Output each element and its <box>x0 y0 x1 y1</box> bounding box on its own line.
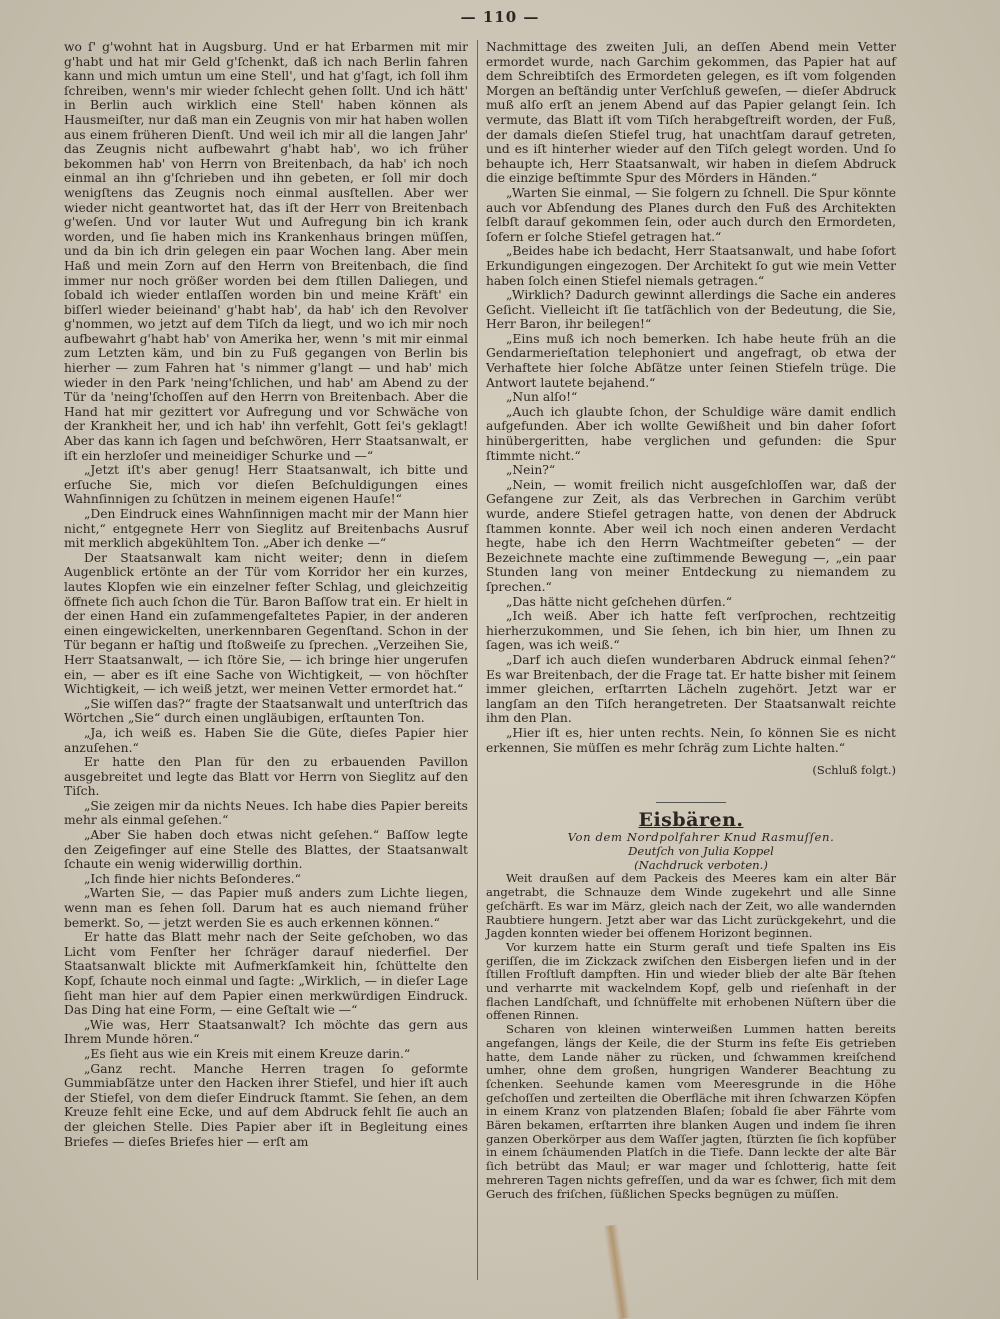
right-paragraph: „Eins muß ich noch bemerken. Ich habe heute früh an die Gendarmerieſtation telephoniert und angefragt, ob etwa der Verhaftete hier ſolche Abſätze unter ſeinen Stiefeln trüge. Die Antwort lautete bejahend.“ <box>486 331 896 390</box>
paper-stain <box>604 1224 631 1319</box>
left-paragraph: „Wie was, Herr Staatsanwalt? Ich möchte das gern aus Ihrem Munde hören.“ <box>64 1017 468 1047</box>
continuation-note: (Schluß folgt.) <box>812 763 896 778</box>
left-paragraph: Er hatte den Plan für den zu erbauenden Pavillon ausgebreitet und legte das Blatt vor Herrn von Sieglitz auf den Tiſch. <box>64 755 468 799</box>
left-paragraph: „Sie zeigen mir da nichts Neues. Ich habe dies Papier bereits mehr als einmal geſehen.“ <box>64 798 468 828</box>
left-paragraph: „Ja, ich weiß es. Haben Sie die Güte, dieſes Papier hier anzuſehen.“ <box>64 725 468 755</box>
right-paragraph: „Ich weiß. Aber ich hatte feſt verſprochen, rechtzeitig hierherzukommen, und Sie ſehen, ich bin hier, um Ihnen zu ſagen, was ich weiß.“ <box>486 609 896 653</box>
article-title: Eisbären. <box>638 808 744 831</box>
column-divider <box>477 40 478 1280</box>
right-paragraph: „Beides habe ich bedacht, Herr Staatsanwalt, und habe ſofort Erkundigungen eingezogen. Der Architekt ſo gut wie mein Vetter haben ſolch einen Stiefel niemals getragen.“ <box>486 244 896 288</box>
left-paragraph: „Jetzt iſt's aber genug! Herr Staatsanwalt, ich bitte und erſuche Sie, mich vor dieſen Beſchuldigungen eines Wahnſinnigen zu ſchützen in meinem eigenen Hauſe!“ <box>64 463 468 507</box>
right-column <box>486 40 896 1201</box>
right-paragraph: „Nun alſo!“ <box>506 390 578 405</box>
article-paragraph: Weit draußen auf dem Packeis des Meeres kam ein alter Bär angetrabt, die Schnauze dem Winde zugekehrt und alle Sinne geſchärft. Es war im März, gleich nach der Zeit, wo alle wandernden Raubtiere hungern. Jetzt aber war das Licht zurückgekehrt, und die Jagden konnten wieder bei offenem Horizont beginnen. <box>486 871 896 941</box>
left-paragraph: Er hatte das Blatt mehr nach der Seite geſchoben, wo das Licht vom Fenſter her ſchräger darauf niederfiel. Der Staatsanwalt blickte mit Aufmerkſamkeit hin, ſchüttelte den Kopf, ſchaute noch einmal und ſagte: „Wirklich, — in dieſer Lage ſieht man hier auf dem Papier einen merkwürdigen Eindruck. Das Ding hat eine Form, — eine Geſtalt wie —“ <box>64 930 468 1018</box>
article-paragraph: Vor kurzem hatte ein Sturm geraſt und tiefe Spalten ins Eis geriſſen, die im Zickzack zwiſchen den Eisbergen liefen und in der ſtillen Froſtluft dampften. Hin und wieder blieb der alte Bär ſtehen und verharrte mit wackelndem Kopf, gelb und rieſenhaft in der flachen Landſchaft, und ſchnüffelte mit erhobenen Nüſtern über die offenen Rinnen. <box>486 939 896 1023</box>
left-column <box>64 40 468 1149</box>
right-paragraph: „Das hätte nicht geſchehen dürfen.“ <box>506 594 733 609</box>
article-byline: Von dem Nordpolfahrer Knud Rasmuſſen. <box>567 830 835 845</box>
right-paragraph: „Nein?“ <box>506 463 556 478</box>
left-paragraph: „Den Eindruck eines Wahnſinnigen macht mir der Mann hier nicht,“ entgegnete Herr von Sieglitz auf Breitenbachs Ausruf mit merklich abgekühltem Ton. „Aber ich denke —“ <box>64 507 468 551</box>
left-paragraph: „Warten Sie, — das Papier muß anders zum Lichte liegen, wenn man es ſehen ſoll. Darum hat es auch niemand früher bemerkt. So, — jetzt werden Sie es auch erkennen können.“ <box>64 886 468 930</box>
left-paragraph: Der Staatsanwalt kam nicht weiter; denn in dieſem Augenblick ertönte an der Tür vom Korridor her ein kurzes, lautes Klopfen wie ein einzelner feſter Schlag, und gleichzeitig öffnete ſich auch ſchon die Tür. Baron Baſſow trat ein. Er hielt in der einen Hand ein zuſammengefaltetes Papier, in der anderen einen eingewickelten, unerkennbaren Gegenſtand. Schon in der Tür begann er haſtig und ſtoßweiſe zu ſprechen. „Verzeihen Sie, Herr Staatsanwalt, — ich ſtöre Sie, — ich bringe hier ungerufen ein, — aber es iſt eine Sache von Wichtigkeit, — von höchſter Wichtigkeit, — ich weiß jetzt, wer meinen Vetter ermordet hat.“ <box>64 550 468 697</box>
right-paragraph: „Darf ich auch dieſen wunderbaren Abdruck einmal ſehen?“ Es war Breitenbach, der die Frage tat. Er hatte bisher mit ſeinem immer gleichen, erſtarrten Lächeln zugehört. Jetzt war er langſam an den Tiſch herangetreten. Der Staatsanwalt reichte ihm den Plan. <box>486 652 896 726</box>
left-paragraph: „Ich finde hier nichts Beſonderes.“ <box>84 871 301 886</box>
right-paragraph: „Hier iſt es, hier unten rechts. Nein, ſo können Sie es nicht erkennen, Sie müſſen es mehr ſchräg zum Lichte halten.“ <box>486 725 896 755</box>
right-paragraph: „Warten Sie einmal, — Sie folgern zu ſchnell. Die Spur könnte auch vor Abſendung des Planes durch den Fuß des Architekten ſelbſt darauf gekommen ſein, oder auch durch den Ermordeten, ſofern er ſolche Stiefel getragen hat.“ <box>486 185 896 244</box>
right-paragraph: Nachmittage des zweiten Juli, an deſſen Abend mein Vetter ermordet wurde, nach Garchim gekommen, das Papier hat auf dem Schreibtiſch des Ermordeten gelegen, es iſt vom folgenden Morgen an beſtändig unter Verſchluß geweſen, — dieſer Abdruck muß alſo erſt an jenem Abend auf das Papier gelangt ſein. Ich vermute, das Blatt iſt vom Tiſch herabgeſtreift worden, der Fuß, der damals dieſen Stiefel trug, hat unachtſam darauf getreten, und es iſt hinterher wieder auf den Tiſch gelegt worden. Und ſo behaupte ich, Herr Staatsanwalt, wir haben in dieſem Abdruck die einzige beſtimmte Spur des Mörders in Händen.“ <box>486 40 896 186</box>
right-paragraph: „Nein, — womit freilich nicht ausgeſchloſſen war, daß der Gefangene zur Zeit, als das Verbrechen in Garchim verübt wurde, andere Stiefel getragen hatte, von denen der Abdruck ſtammen konnte. Aber weil ich noch einen anderen Verdacht hegte, habe ich den Herrn Wachtmeiſter gebeten“ — der Bezeichnete machte eine zuſtimmende Bewegung —, „ein paar Stunden lang von meiner Entdeckung zu niemandem zu ſprechen.“ <box>486 477 896 594</box>
left-paragraph: „Sie wiſſen das?“ fragte der Staatsanwalt und unterſtrich das Wörtchen „Sie“ durch einen ungläubigen, erſtaunten Ton. <box>64 696 468 726</box>
page-number: — 110 — <box>460 8 540 26</box>
section-divider <box>656 802 726 803</box>
right-paragraph: „Wirklich? Dadurch gewinnt allerdings die Sache ein anderes Geſicht. Vielleicht iſt ſie tatſächlich von der Bedeutung, die Sie, Herr Baron, ihr beilegen!“ <box>486 288 896 332</box>
reprint-notice: (Nachdruck verboten.) <box>634 857 768 872</box>
left-paragraph: „Aber Sie haben doch etwas nicht geſehen.“ Baſſow legte den Zeigefinger auf eine Stelle des Blattes, der Staatsanwalt ſchaute ein wenig widerwillig dorthin. <box>64 828 468 872</box>
left-paragraph: wo ſ' g'wohnt hat in Augsburg. Und er hat Erbarmen mit mir g'habt und hat mir Geld g'ſchenkt, daß ich nach Berlin fahren kann und mich umtun um eine Stell', und hat g'ſagt, ich ſoll ihm ſchreiben, wenn's mir wieder ſchlecht gehen ſollt. Und ich hätt' in Berlin auch wirklich eine Stell' haben können als Hausmeiſter, nur daß man ein Zeugnis von mir hat haben wollen aus einem früheren Dienſt. Und weil ich mir all die langen Jahr' das Zeugnis nicht aufbewahrt g'habt hab', wo ich früher bekommen hab' von Herrn von Breitenbach, da hab' ich noch einmal an ihn g'ſchrieben und ihn gebeten, er ſoll mir doch wenigſtens das Zeugnis noch einmal ausſtellen. Aber wer wieder nicht geantwortet hat, das iſt der Herr von Breitenbach g'weſen. Und vor lauter Wut und Aufregung bin ich krank worden, und ſie haben mich ins Krankenhaus bringen müſſen, und da bin ich drin gelegen ein paar Wochen lang. Aber mein Haß und mein Zorn auf den Herrn von Breitenbach, die ſind immer nur noch größer worden bei dem ſtillen Daliegen, und ſobald ich wieder entlaſſen worden bin und meine Kräft' ein biſſerl wieder beieinand' g'habt hab', da hab' ich den Revolver g'nommen, wo jetzt auf dem Tiſch da liegt, und wo ich mir noch aufbewahrt g'habt hab' von Amerika her, wenn 's mit mir einmal zum Letzten käm, und bin zu Fuß gegangen von Berlin bis hierher — zum Fahren hat 's nimmer g'langt — und hab' mich wieder in den Park 'neing'ſchlichen, und hab' am Abend zu der Tür da 'neing'ſchoſſen auf den Herrn von Breitenbach. Aber die Hand hat mir gezittert vor Aufregung und vor Schwäche von der Krankheit her, und ich hab' ihn verfehlt, Gott ſei's geklagt! Aber das kann ich ſagen und beſchwören, Herr Staatsanwalt, er iſt ein herzloſer und meineidiger Schurke und —“ <box>64 40 468 463</box>
article-translator: Deutſch von Julia Koppel <box>628 843 774 858</box>
left-paragraph: „Es ſieht aus wie ein Kreis mit einem Kreuze darin.“ <box>84 1046 411 1061</box>
right-paragraph: „Auch ich glaubte ſchon, der Schuldige wäre damit endlich aufgefunden. Aber ich wollte Gewißheit und bin daher ſofort hinübergeritten, habe verglichen und gefunden: die Spur ſtimmte nicht.“ <box>486 404 896 463</box>
article-eisbaeren <box>486 808 896 1202</box>
article-paragraph: Scharen von kleinen winterweißen Lummen hatten bereits angefangen, längs der Keile, die der Sturm ins feſte Eis getrieben hatte, dem Lande näher zu rücken, und ſchwammen kreiſchend umher, ohne dem großen, hungrigen Wanderer Beachtung zu ſchenken. Seehunde kamen vom Meeresgrunde in die Höhe geſchoſſen und zerteilten die Oberfläche mit ihren ſchwarzen Köpfen in einem Kranz von platzenden Blaſen; ſobald ſie aber Fährte vom Bären bekamen, erſtarrten ihre blanken Augen und indem ſie ihren ganzen Oberkörper aus dem Waſſer jagten, ſtürzten ſie ſich kopfüber in einem ſchäumenden Platſch in die Tiefe. Dann leckte der alte Bär ſich betrübt das Maul; er war mager und ſchlotterig, hatte ſeit mehreren Tagen nichts gefreſſen, und da war es ſchwer, ſich mit dem Geruch des friſchen, ſüßlichen Specks begnügen zu müſſen. <box>486 1022 896 1201</box>
left-paragraph: „Ganz recht. Manche Herren tragen ſo geformte Gummiabſätze unter den Hacken ihrer Stiefel, und hier iſt auch der Stiefel, von dem dieſer Eindruck ſtammt. Sie ſehen, an dem Kreuze fehlt eine Ecke, und auf dem Abdruck fehlt ſie auch an der gleichen Stelle. Dies Papier aber iſt in Begleitung eines Briefes — dieſes Briefes hier — erſt am <box>64 1061 468 1149</box>
